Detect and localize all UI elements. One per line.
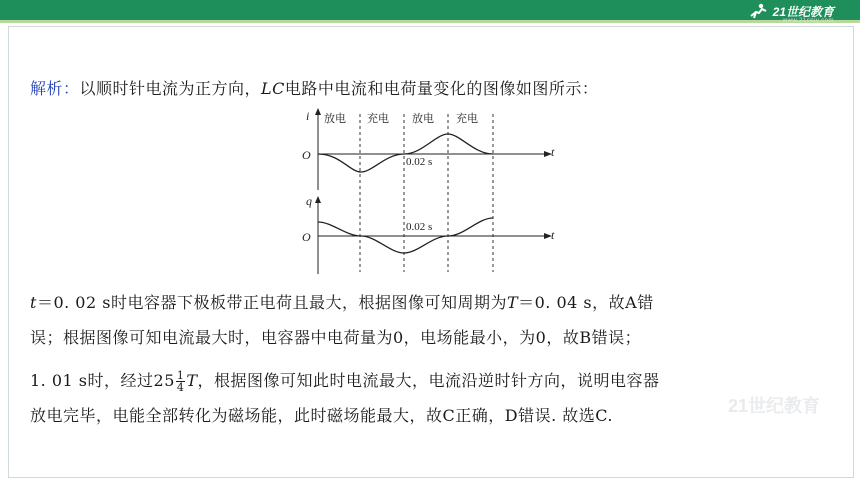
phase-label-2: 充电 [367, 113, 389, 125]
lc-oscillation-graph [300, 108, 560, 276]
paragraph-line-3-a: 1. 01 s时，经过25 [30, 371, 175, 390]
q-axis-label: q [306, 194, 312, 208]
fraction-numerator: 1 [176, 369, 185, 382]
fraction-one-quarter [176, 370, 186, 393]
solution-label: 解析： [30, 79, 80, 98]
paragraph-line-4: 放电完毕，电能全部转化为磁场能，此时磁场能最大，故C正确，D错误. 故选C. [30, 406, 614, 425]
paragraph-line-3 [30, 368, 660, 393]
time-label-bottom: 0.02 s [406, 221, 433, 233]
solution-intro-text: 以顺时针电流为正方向， [79, 79, 262, 98]
logo-url: www.21cnjy.com [782, 18, 834, 24]
origin-top: O [302, 148, 311, 162]
origin-bottom: O [302, 230, 311, 244]
phase-label-4: 充电 [456, 113, 478, 125]
watermark: 21世纪教育 [727, 396, 820, 416]
paragraph-line-2: 误；根据图像可知电流最大时，电容器中电荷量为0，电场能最小，为0，故B错误； [30, 328, 642, 347]
paragraph-line-1-b: ＝0. 04 s，故A错 [518, 293, 654, 312]
t-axis-top-label: t [551, 145, 555, 159]
site-logo [747, 2, 834, 24]
fraction-denominator: 4 [176, 381, 185, 394]
paragraph-line-1 [30, 290, 654, 313]
solution-intro [30, 76, 598, 99]
t-axis-bottom-label: t [551, 228, 555, 242]
header-bar [0, 0, 860, 22]
phase-label-3: 放电 [412, 113, 434, 125]
header-accent-stripe [0, 20, 860, 23]
paragraph-line-3-b: ，根据图像可知此时电流最大，电流沿逆时针方向，说明电容器 [197, 371, 660, 390]
paragraph-line-1-a: ＝0. 02 s时电容器下极板带正电荷且最大，根据图像可知周期为 [36, 293, 507, 312]
phase-label-1: 放电 [324, 113, 346, 125]
time-label-top: 0.02 s [406, 156, 433, 168]
logo-text: 21世纪教育 [772, 4, 834, 19]
T-symbol-2: T [186, 371, 198, 390]
solution-intro-rest: 电路中电流和电荷量变化的图像如图所示： [284, 79, 599, 98]
lc-symbol: LC [261, 79, 285, 98]
T-symbol: T [506, 293, 519, 312]
t-symbol: t [30, 293, 37, 312]
runner-icon [747, 3, 769, 19]
i-axis-label: i [306, 109, 310, 123]
